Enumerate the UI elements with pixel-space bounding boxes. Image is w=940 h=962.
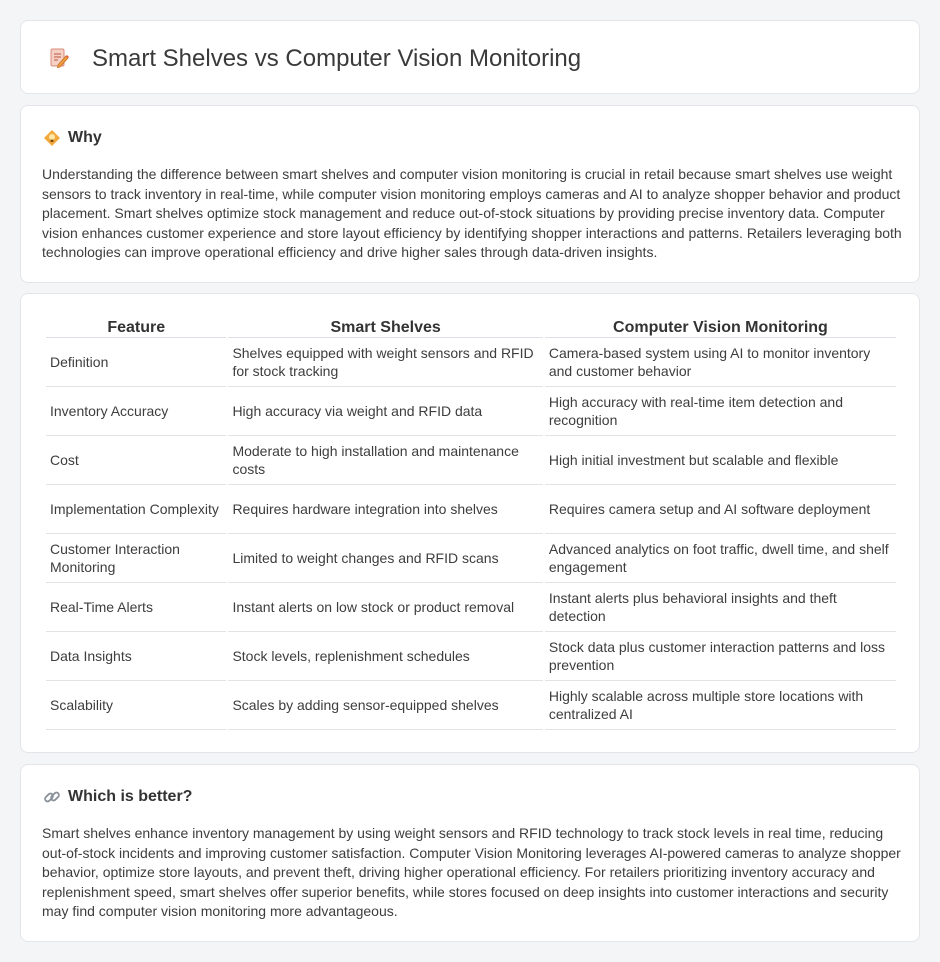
header-card	[20, 20, 920, 94]
smart-shelves-cell: Shelves equipped with weight sensors and RFID for stock tracking	[228, 338, 542, 387]
smart-shelves-cell: High accuracy via weight and RFID data	[228, 387, 542, 436]
table-row	[46, 632, 896, 681]
header-computer-vision: Computer Vision Monitoring	[545, 316, 896, 338]
header-smart-shelves: Smart Shelves	[228, 316, 542, 338]
feature-cell: Implementation Complexity	[46, 485, 226, 534]
which-is-better-section	[20, 764, 920, 942]
why-heading	[43, 128, 102, 148]
page-title: Smart Shelves vs Computer Vision Monitoring	[92, 45, 582, 72]
table-row	[46, 485, 896, 534]
better-heading	[43, 787, 192, 807]
better-text: Smart shelves enhance inventory management by using weight sensors and RFID technology to track stock levels in real time, reducing out-of-stock incidents and improving customer satisfaction. Computer Vision Monitoring leverages AI-powered cameras to analyze shopper behavior, optimize store layouts, and prevent theft, driving higher operational efficiency. For retailers prioritizing inventory accuracy and replenishment speed, smart shelves offer superior benefits, while stores focused on deep insights into customer interactions and security may find computer vision monitoring more advantageous.	[42, 825, 901, 919]
feature-cell: Real-Time Alerts	[46, 583, 226, 632]
document-pencil-icon	[47, 46, 71, 70]
computer-vision-cell: Camera-based system using AI to monitor inventory and customer behavior	[545, 338, 896, 387]
link-icon	[43, 788, 61, 806]
feature-cell: Inventory Accuracy	[46, 387, 226, 436]
feature-cell: Cost	[46, 436, 226, 485]
why-heading-label: Why	[68, 129, 102, 146]
computer-vision-cell: Highly scalable across multiple store locations with centralized AI	[545, 681, 896, 730]
feature-cell: Scalability	[46, 681, 226, 730]
table-row	[46, 534, 896, 583]
comparison-table	[44, 316, 898, 730]
smart-shelves-cell: Instant alerts on low stock or product removal	[228, 583, 542, 632]
computer-vision-cell: High accuracy with real-time item detection and recognition	[545, 387, 896, 436]
computer-vision-cell: Advanced analytics on foot traffic, dwell time, and shelf engagement	[545, 534, 896, 583]
better-heading-label: Which is better?	[68, 788, 193, 805]
lightbulb-diamond-icon	[43, 129, 61, 147]
feature-cell: Definition	[46, 338, 226, 387]
feature-cell: Customer Interaction Monitoring	[46, 534, 226, 583]
table-row	[46, 338, 896, 387]
smart-shelves-cell: Limited to weight changes and RFID scans	[228, 534, 542, 583]
header-feature: Feature	[46, 316, 226, 338]
table-row	[46, 387, 896, 436]
table-header-row	[46, 316, 896, 338]
computer-vision-cell: Requires camera setup and AI software deployment	[545, 485, 896, 534]
computer-vision-cell: High initial investment but scalable and flexible	[545, 436, 896, 485]
smart-shelves-cell: Requires hardware integration into shelves	[228, 485, 542, 534]
table-row	[46, 436, 896, 485]
why-text: Understanding the difference between smart shelves and computer vision monitoring is crucial in retail because smart shelves use weight sensors to track inventory in real-time, while computer vision monitoring employs cameras and AI to analyze shopper behavior and product placement. Smart shelves optimize stock management and reduce out-of-stock situations by providing precise inventory data. Computer vision enhances customer experience and store layout efficiency by identifying shopper interactions and patterns. Retailers leveraging both technologies can improve operational efficiency and drive higher sales through data-driven insights.	[42, 166, 902, 260]
smart-shelves-cell: Scales by adding sensor-equipped shelves	[228, 681, 542, 730]
table-row	[46, 583, 896, 632]
table-row	[46, 681, 896, 730]
computer-vision-cell: Stock data plus customer interaction patterns and loss prevention	[545, 632, 896, 681]
smart-shelves-cell: Stock levels, replenishment schedules	[228, 632, 542, 681]
feature-cell: Data Insights	[46, 632, 226, 681]
computer-vision-cell: Instant alerts plus behavioral insights and theft detection	[545, 583, 896, 632]
why-section	[20, 105, 920, 283]
smart-shelves-cell: Moderate to high installation and maintenance costs	[228, 436, 542, 485]
comparison-section	[20, 293, 920, 753]
